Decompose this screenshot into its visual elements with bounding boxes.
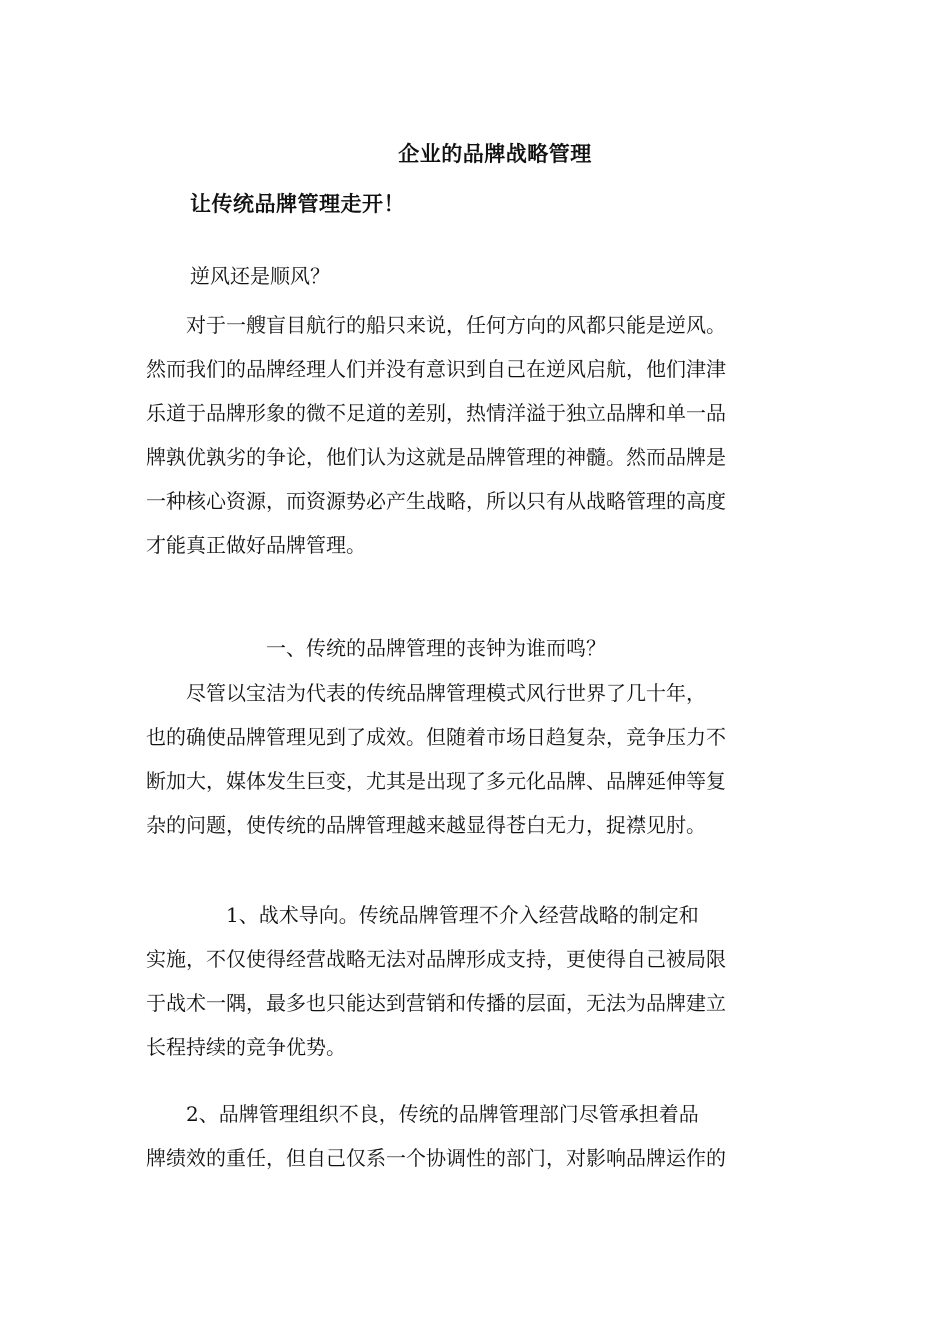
paragraph-line: 也的确使品牌管理见到了成效。但随着市场日趋复杂，竞争压力不: [146, 725, 726, 749]
paragraph-3: [146, 893, 796, 1069]
heading-wind: 逆风还是顺风？: [190, 264, 330, 288]
paragraph-line: 长程持续的竞争优势。: [146, 1035, 346, 1059]
paragraph-line: 然而我们的品牌经理人们并没有意识到自己在逆风启航，他们津津: [146, 357, 726, 381]
paragraph-line: 实施，不仅使得经营战略无法对品牌形成支持，更使得自己被局限: [146, 947, 726, 971]
paragraph-4: [146, 1092, 796, 1180]
paragraph-line: 乐道于品牌形象的微不足道的差别，热情洋溢于独立品牌和单一品: [146, 401, 726, 425]
document-subtitle: 让传统品牌管理走开！: [190, 191, 405, 216]
paragraph-line: 牌孰优孰劣的争论，他们认为这就是品牌管理的神髓。然而品牌是: [146, 445, 726, 469]
paragraph-line: 1、战术导向。传统品牌管理不介入经营战略的制定和: [146, 903, 699, 927]
paragraph-1: [146, 303, 796, 567]
paragraph-line: 2、品牌管理组织不良，传统的品牌管理部门尽管承担着品: [146, 1102, 699, 1126]
paragraph-2: [146, 671, 796, 847]
paragraph-line: 断加大，媒体发生巨变，尤其是出现了多元化品牌、品牌延伸等复: [146, 769, 726, 793]
paragraph-line: 牌绩效的重任，但自己仅系一个协调性的部门，对影响品牌运作的: [146, 1146, 726, 1170]
paragraph-line: 对于一艘盲目航行的船只来说，任何方向的风都只能是逆风。: [146, 313, 726, 337]
section-heading-1: 一、传统的品牌管理的丧钟为谁而鸣？: [266, 636, 606, 660]
paragraph-line: 一种核心资源，而资源势必产生战略，所以只有从战略管理的高度: [146, 489, 726, 513]
paragraph-line: 才能真正做好品牌管理。: [146, 533, 366, 557]
paragraph-line: 杂的问题，使传统的品牌管理越来越显得苍白无力，捉襟见肘。: [146, 813, 706, 837]
paragraph-line: 尽管以宝洁为代表的传统品牌管理模式风行世界了几十年，: [146, 681, 706, 705]
paragraph-line: 于战术一隅，最多也只能达到营销和传播的层面，无法为品牌建立: [146, 991, 726, 1015]
document-title: 企业的品牌战略管理: [398, 141, 592, 166]
